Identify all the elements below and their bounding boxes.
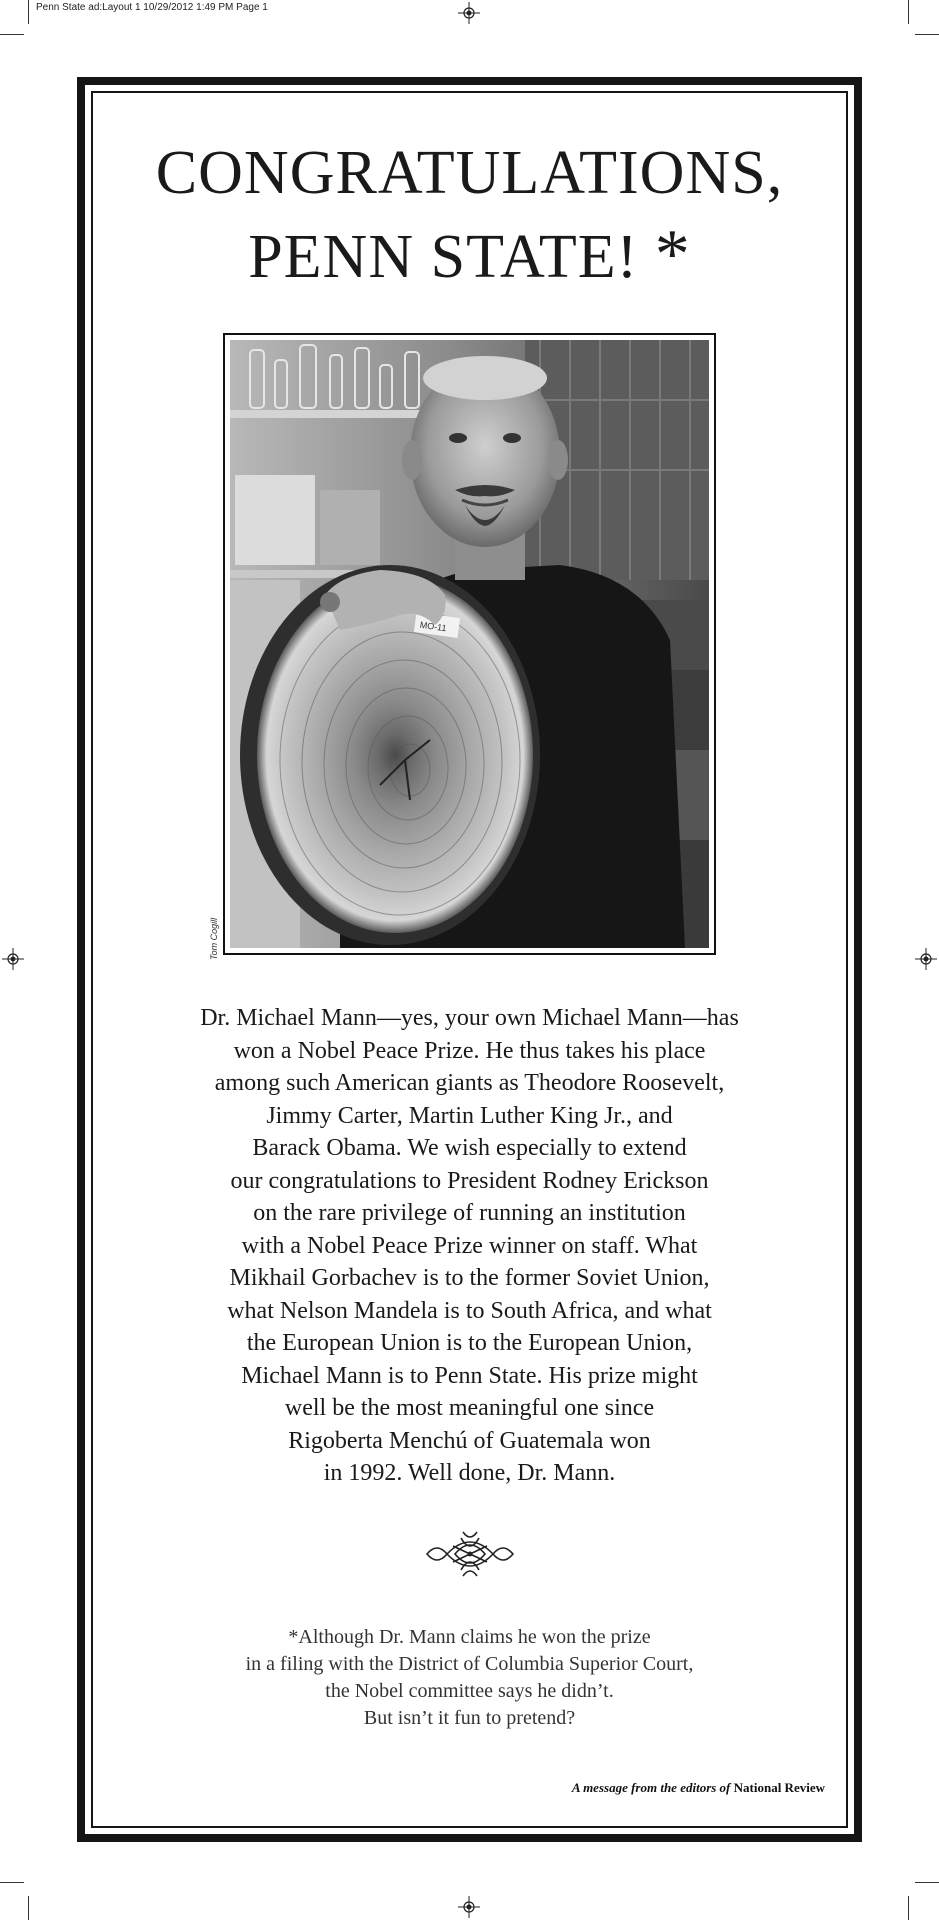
photo-credit: Tom Cogill [209, 917, 219, 960]
body-line: the European Union is to the European Union, [246, 1330, 693, 1356]
headline-line-2: PENN STATE! [248, 223, 639, 291]
headline-line-1: CONGRATULATIONS, [155, 139, 784, 207]
signoff-publication: National Review [733, 1780, 825, 1795]
body-line: on the rare privilege of running an institution [253, 1200, 686, 1226]
body-copy [120, 1002, 819, 1490]
registration-mark-right [915, 948, 937, 970]
body-line: with a Nobel Peace Prize winner on staff. What [241, 1232, 698, 1259]
signoff-prefix: A message from the editors of [571, 1780, 731, 1795]
wood-tag-label: MO-11 [419, 619, 448, 634]
flourish-ornament [423, 1528, 517, 1580]
body-line: Rigoberta Menchú of Guatemala won [288, 1427, 651, 1454]
body-line: Barack Obama. We wish especially to extend [252, 1135, 687, 1161]
footnote-line: in a filing with the District of Columbia Superior Court, [245, 1653, 694, 1675]
body-line: won a Nobel Peace Prize. He thus takes his place [233, 1037, 706, 1064]
body-line: our congratulations to President Rodney Erickson [230, 1167, 709, 1194]
signoff [572, 1780, 825, 1796]
footnote [120, 1624, 819, 1732]
headline [91, 132, 848, 298]
headline-asterisk: * [654, 216, 691, 293]
registration-mark-left [2, 948, 24, 970]
body-line: well be the most meaningful one since [284, 1395, 655, 1421]
portrait-photo [230, 340, 709, 948]
body-line: what Nelson Mandela is to South Africa, and what [227, 1297, 712, 1324]
body-line: Mikhail Gorbachev is to the former Soviet Union, [229, 1265, 710, 1291]
body-line: in 1992. Well done, Dr. Mann. [323, 1460, 616, 1486]
body-line: Dr. Michael Mann—yes, your own Michael Mann—has [200, 1005, 739, 1031]
registration-mark-top [458, 2, 480, 24]
footnote-line: But isn’t it fun to pretend? [363, 1707, 576, 1729]
body-line: Michael Mann is to Penn State. His prize might [241, 1362, 698, 1389]
registration-mark-bottom [458, 1896, 480, 1918]
print-slug: Penn State ad:Layout 1 10/29/2012 1:49 PM Page 1 [36, 2, 268, 13]
body-line: among such American giants as Theodore Roosevelt, [214, 1070, 725, 1096]
footnote-line: *Although Dr. Mann claims he won the prize [288, 1626, 651, 1648]
footnote-line: the Nobel committee says he didn’t. [325, 1680, 614, 1702]
body-line: Jimmy Carter, Martin Luther King Jr., and [266, 1102, 673, 1129]
